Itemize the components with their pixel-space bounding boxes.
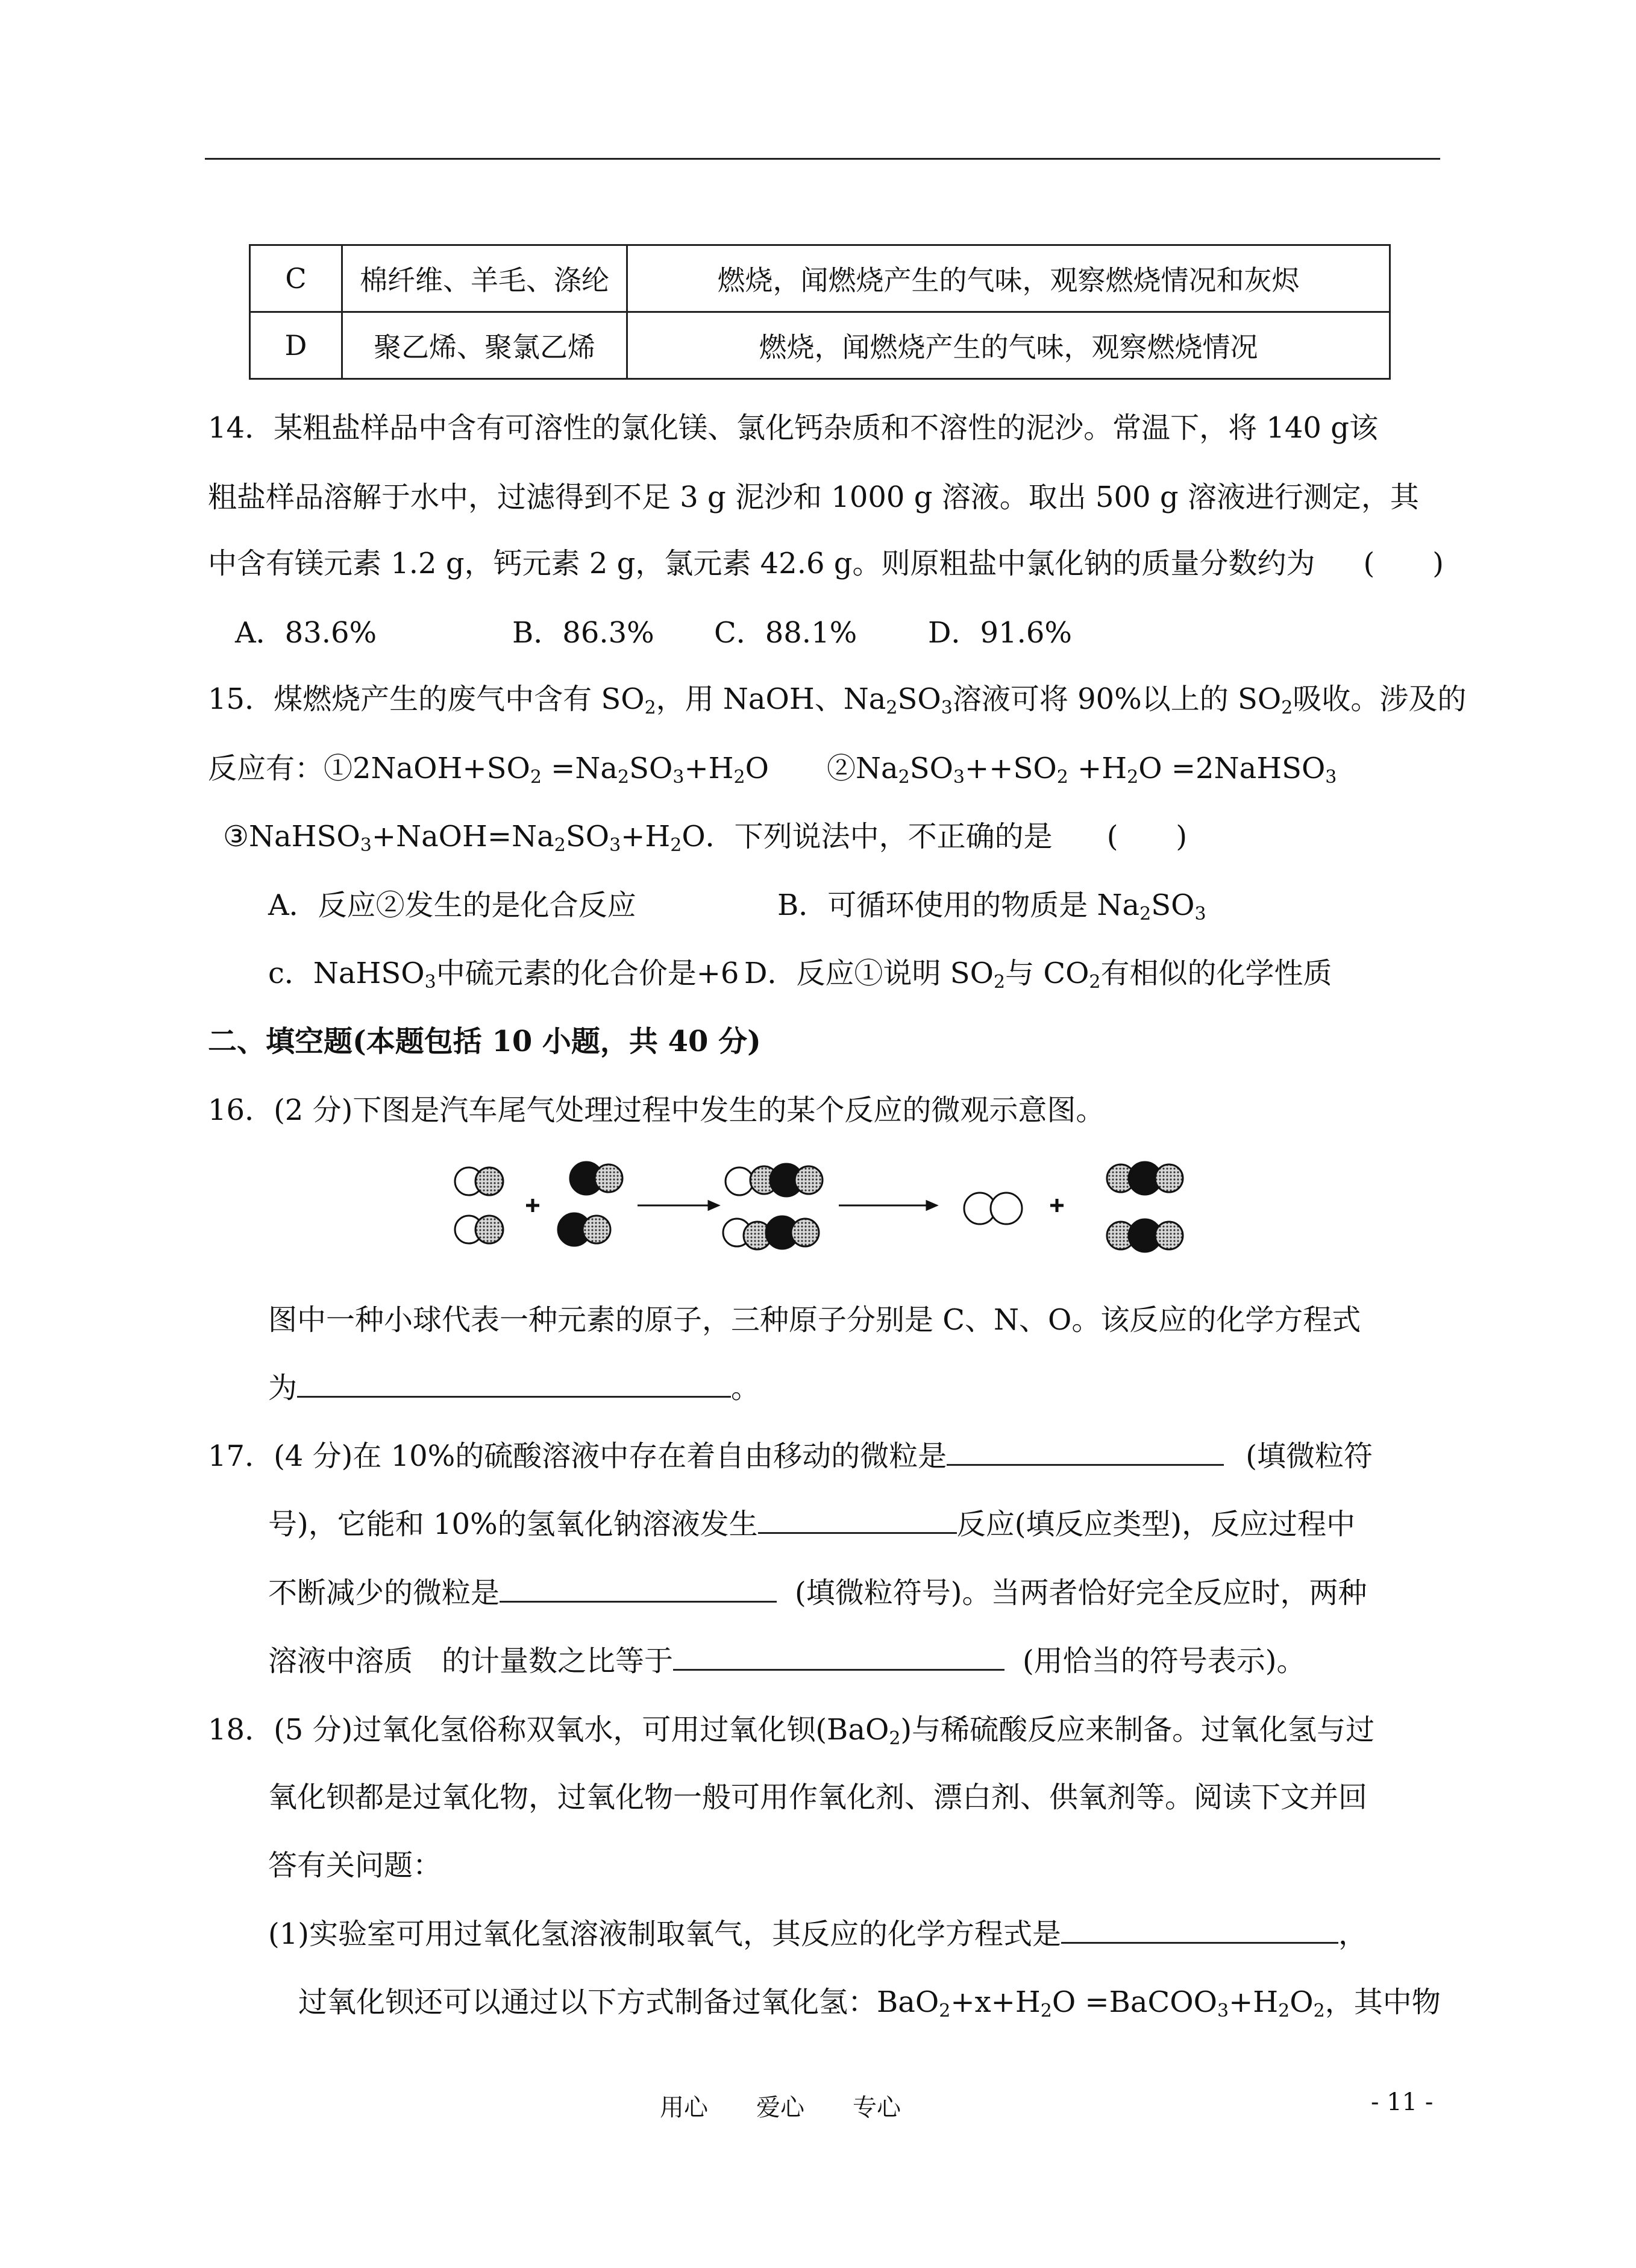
- intermediate-top: [726, 1164, 823, 1196]
- q17-line3: 不断减少的微粒是 (填微粒符号)。当两者恰好完全反应时，两种: [268, 1574, 1367, 1611]
- arrows: [638, 1201, 936, 1210]
- q15-option-a: A．反应②发生的是化合反应: [268, 888, 636, 922]
- q18-line4: (1)实验室可用过氧化氢溶液制取氧气，其反应的化学方程式是 ，: [268, 1915, 1367, 1952]
- answer-blank[interactable]: [500, 1574, 777, 1603]
- product-n2: [964, 1193, 1022, 1224]
- q15-option-d: D．反应①说明 $SO_2$与 $CO_2$有相似的化学性质: [744, 957, 1332, 993]
- q16-line2: 图中一种小球代表一种元素的原子，三种原子分别是 C、N、O。该反应的化学方程式: [268, 1303, 1361, 1337]
- q18-line3: 答有关问题：: [268, 1849, 442, 1882]
- q14-option-a: A．83.6%: [235, 616, 377, 650]
- section-heading: 二、填空题(本题包括 10 小题，共 40 分): [208, 1025, 761, 1058]
- product-co2-bottom: [1107, 1219, 1183, 1252]
- q18-line5: 过氧化钡还可以通过以下方式制备过氧化氢：$BaO_2+x+H_2O$ $=BaCOO_3+H_2O_2$，其中物: [298, 1985, 1441, 2021]
- row-method: 燃烧，闻燃烧产生的气味，观察燃烧情况: [627, 312, 1390, 379]
- row-id: D: [250, 312, 342, 379]
- q17-line4: 溶液中溶质 的计量数之比等于 (用恰当的符号表示)。: [268, 1642, 1305, 1679]
- answer-blank[interactable]: [673, 1642, 1004, 1671]
- q15-line1: 15．煤燃烧产生的废气中含有 $SO_2$，用 NaOH、$Na_2SO_3$溶液可将 90%以上的 $SO_2$吸收。涉及的: [208, 682, 1467, 718]
- q18-line1: 18．(5 分)过氧化氢俗称双氧水，可用过氧化钡(BaO$_2$)与稀硫酸反应来制备。过氧化氢与过: [208, 1713, 1375, 1749]
- row-materials: 棉纤维、羊毛、涤纶: [342, 245, 627, 312]
- q15-option-c: c．NaHSO$_3$中硫元素的化合价是+6: [268, 957, 739, 993]
- row-materials: 聚乙烯、聚氯乙烯: [342, 312, 627, 379]
- q14-option-d: D．91.6%: [928, 616, 1072, 650]
- q14-line1: 14．某粗盐样品中含有可溶性的氯化镁、氯化钙杂质和不溶性的泥沙。常温下，将 140 g该: [208, 411, 1378, 445]
- row-method: 燃烧，闻燃烧产生的气味，观察燃烧情况和灰烬: [627, 245, 1390, 312]
- table-row: [250, 312, 1390, 379]
- q18-line2: 氧化钡都是过氧化物，过氧化物一般可用作氧化剂、漂白剂、供氧剂等。阅读下文并回: [268, 1780, 1368, 1814]
- intermediate-bottom: [723, 1216, 819, 1249]
- page-number: - 11 -: [1371, 2088, 1434, 2116]
- row-id: C: [250, 245, 342, 312]
- table-row: [250, 245, 1390, 312]
- answer-blank[interactable]: [758, 1506, 957, 1534]
- q14-line2: 粗盐样品溶解于水中，过滤得到不足 3 g 泥沙和 1000 g 溶液。取出 500 g 溶液进行测定，其: [208, 480, 1419, 514]
- molecule-mid-bottom: [558, 1213, 610, 1246]
- molecule-left-top: [455, 1167, 503, 1195]
- q14-line3: 中含有镁元素 1.2 g，钙元素 2 g，氯元素 42.6 g。则原粗盐中氯化钠的质量分数约为 ( ): [208, 547, 1444, 580]
- answer-blank[interactable]: [1061, 1915, 1338, 1944]
- q15-line3: $③NaHSO_3+NaOH=Na_2SO_3+H_2O$．下列说法中，不正确的是 ( ): [223, 820, 1188, 856]
- header-rule: [205, 158, 1440, 160]
- molecule-mid-top: [570, 1162, 622, 1195]
- q14-option-c: C．88.1%: [714, 616, 857, 650]
- q16-line1: 16．(2 分)下图是汽车尾气处理过程中发生的某个反应的微观示意图。: [208, 1093, 1105, 1127]
- q17-line2: 号)，它能和 10%的氢氧化钠溶液发生 反应(填反应类型)，反应过程中: [268, 1506, 1355, 1542]
- q16-line3: 为 。: [268, 1369, 760, 1406]
- options-table: [249, 244, 1391, 380]
- q15-line2: 反应有：$①2NaOH+SO_2 =Na_2SO_3+H_2O$ $②Na_2SO_3++SO_2 +H_2O$ =2NaHSO$_3$: [208, 752, 1337, 788]
- answer-blank[interactable]: [297, 1369, 731, 1398]
- q14-option-b: B．86.3%: [512, 616, 654, 650]
- q15-option-b: B．可循环使用的物质是 $Na_2SO_3$: [777, 888, 1206, 925]
- answer-blank[interactable]: [947, 1437, 1224, 1466]
- footer-slogan: 用心 爱心 专心: [660, 2094, 901, 2122]
- molecule-left-bottom: [455, 1216, 503, 1243]
- q17-line1: 17．(4 分)在 10%的硫酸溶液中存在着自由移动的微粒是 (填微粒符: [208, 1437, 1373, 1474]
- reaction-diagram: [446, 1145, 1193, 1272]
- product-co2-top: [1107, 1162, 1183, 1195]
